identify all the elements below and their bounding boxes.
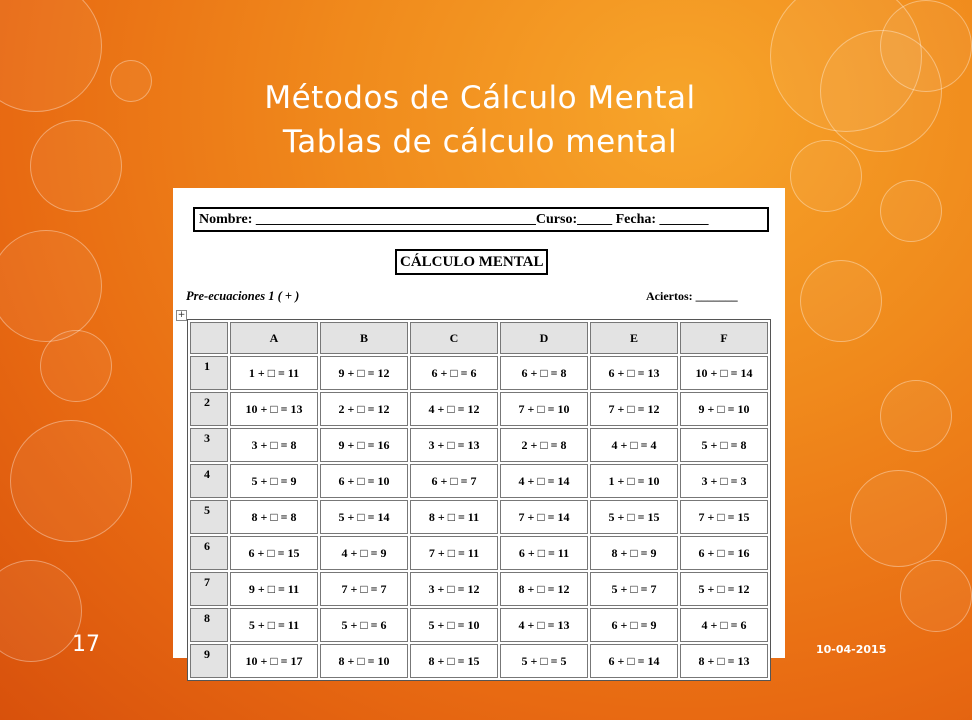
table-row xyxy=(190,608,768,642)
exercise-cell: 4 + □ = 12 xyxy=(410,392,498,426)
exercise-cell: 6 + □ = 15 xyxy=(230,536,318,570)
decor-bubble xyxy=(0,230,102,342)
exercise-cell: 7 + □ = 10 xyxy=(500,392,588,426)
exercise-cell: 6 + □ = 9 xyxy=(590,608,678,642)
exercise-cell: 5 + □ = 9 xyxy=(230,464,318,498)
decor-bubble xyxy=(40,330,112,402)
exercise-cell: 5 + □ = 8 xyxy=(680,428,768,462)
exercise-cell: 8 + □ = 11 xyxy=(410,500,498,534)
column-header: B xyxy=(320,322,408,354)
worksheet-image xyxy=(173,188,785,668)
exercise-cell: 2 + □ = 8 xyxy=(500,428,588,462)
table-row xyxy=(190,428,768,462)
row-header: 2 xyxy=(190,392,228,426)
exercise-cell: 5 + □ = 10 xyxy=(410,608,498,642)
exercise-cell: 2 + □ = 12 xyxy=(320,392,408,426)
exercise-cell: 10 + □ = 14 xyxy=(680,356,768,390)
slide-title-line-1: Métodos de Cálculo Mental xyxy=(264,80,696,116)
exercise-cell: 4 + □ = 14 xyxy=(500,464,588,498)
decor-bubble xyxy=(850,470,947,567)
exercise-cell: 10 + □ = 17 xyxy=(230,644,318,678)
exercise-cell: 8 + □ = 13 xyxy=(680,644,768,678)
exercise-cell: 7 + □ = 12 xyxy=(590,392,678,426)
exercise-cell: 5 + □ = 15 xyxy=(590,500,678,534)
exercise-cell: 3 + □ = 12 xyxy=(410,572,498,606)
worksheet-score-label: Aciertos: _______ xyxy=(646,289,738,303)
decor-bubble xyxy=(880,180,942,242)
exercise-cell: 8 + □ = 8 xyxy=(230,500,318,534)
table-row xyxy=(190,356,768,390)
exercise-cell: 6 + □ = 11 xyxy=(500,536,588,570)
decor-bubble xyxy=(800,260,882,342)
exercise-cell: 8 + □ = 10 xyxy=(320,644,408,678)
table-header-row xyxy=(190,322,768,354)
exercise-cell: 6 + □ = 13 xyxy=(590,356,678,390)
column-header: E xyxy=(590,322,678,354)
row-header: 4 xyxy=(190,464,228,498)
column-header: F xyxy=(680,322,768,354)
exercise-cell: 5 + □ = 14 xyxy=(320,500,408,534)
table-row xyxy=(190,536,768,570)
exercise-cell: 7 + □ = 7 xyxy=(320,572,408,606)
exercise-cell: 5 + □ = 7 xyxy=(590,572,678,606)
slide-date: 10-04-2015 xyxy=(816,643,887,656)
column-header: C xyxy=(410,322,498,354)
exercise-cell: 8 + □ = 9 xyxy=(590,536,678,570)
exercise-cell: 9 + □ = 12 xyxy=(320,356,408,390)
worksheet-heading: CÁLCULO MENTAL xyxy=(395,249,548,275)
exercise-cell: 4 + □ = 9 xyxy=(320,536,408,570)
table-corner-cell xyxy=(190,322,228,354)
decor-bubble xyxy=(880,380,952,452)
decor-bubble xyxy=(10,420,132,542)
table-row xyxy=(190,500,768,534)
row-header: 5 xyxy=(190,500,228,534)
exercise-cell: 3 + □ = 13 xyxy=(410,428,498,462)
exercise-cell: 6 + □ = 8 xyxy=(500,356,588,390)
decor-bubble xyxy=(0,560,82,662)
exercise-cell: 9 + □ = 11 xyxy=(230,572,318,606)
exercise-cell: 5 + □ = 6 xyxy=(320,608,408,642)
worksheet-header-box: Nombre: ________________________________________Curso:_____ Fecha: _______ xyxy=(193,207,769,232)
table-move-icon: + xyxy=(177,310,186,320)
exercise-cell: 5 + □ = 12 xyxy=(680,572,768,606)
exercise-cell: 8 + □ = 15 xyxy=(410,644,498,678)
exercise-cell: 6 + □ = 7 xyxy=(410,464,498,498)
exercise-cell: 3 + □ = 3 xyxy=(680,464,768,498)
worksheet-section-label: Pre-ecuaciones 1 ( + ) xyxy=(186,289,300,303)
exercise-cell: 5 + □ = 5 xyxy=(500,644,588,678)
exercise-cell: 4 + □ = 13 xyxy=(500,608,588,642)
column-header: A xyxy=(230,322,318,354)
table-row xyxy=(190,464,768,498)
row-header: 9 xyxy=(190,644,228,678)
exercise-cell: 6 + □ = 16 xyxy=(680,536,768,570)
exercise-cell: 8 + □ = 12 xyxy=(500,572,588,606)
row-header: 8 xyxy=(190,608,228,642)
exercise-cell: 6 + □ = 14 xyxy=(590,644,678,678)
exercise-cell: 4 + □ = 6 xyxy=(680,608,768,642)
column-header: D xyxy=(500,322,588,354)
exercise-cell: 7 + □ = 15 xyxy=(680,500,768,534)
exercise-table xyxy=(187,319,771,681)
table-row xyxy=(190,392,768,426)
slide-number: 17 xyxy=(72,632,100,657)
exercise-cell: 9 + □ = 10 xyxy=(680,392,768,426)
exercise-cell: 7 + □ = 14 xyxy=(500,500,588,534)
exercise-cell: 6 + □ = 6 xyxy=(410,356,498,390)
table-row xyxy=(190,644,768,678)
exercise-cell: 1 + □ = 10 xyxy=(590,464,678,498)
exercise-cell: 5 + □ = 11 xyxy=(230,608,318,642)
exercise-cell: 1 + □ = 11 xyxy=(230,356,318,390)
decor-bubble xyxy=(900,560,972,632)
exercise-cell: 6 + □ = 10 xyxy=(320,464,408,498)
row-header: 3 xyxy=(190,428,228,462)
table-row xyxy=(190,572,768,606)
exercise-cell: 9 + □ = 16 xyxy=(320,428,408,462)
exercise-cell: 3 + □ = 8 xyxy=(230,428,318,462)
exercise-cell: 4 + □ = 4 xyxy=(590,428,678,462)
row-header: 7 xyxy=(190,572,228,606)
slide-title-line-2: Tablas de cálculo mental xyxy=(282,124,678,160)
row-header: 1 xyxy=(190,356,228,390)
row-header: 6 xyxy=(190,536,228,570)
exercise-cell: 7 + □ = 11 xyxy=(410,536,498,570)
exercise-cell: 10 + □ = 13 xyxy=(230,392,318,426)
slide-title xyxy=(0,76,960,164)
